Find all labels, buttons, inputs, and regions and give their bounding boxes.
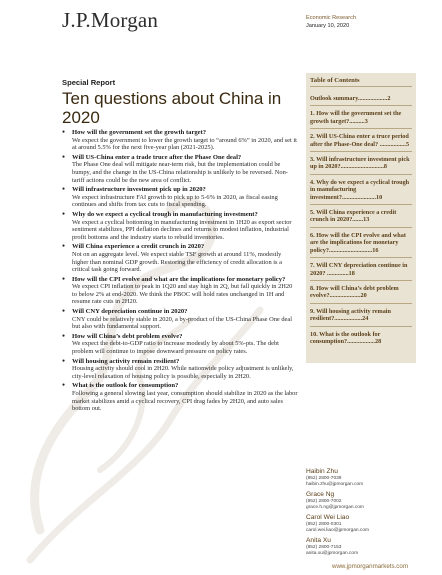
question-item: [62, 243, 298, 273]
toc-link[interactable]: 3. Will infrastructure investment pick up in 2020?............................8: [310, 156, 412, 175]
analyst-card: [306, 491, 416, 511]
question-summary: We expect a cyclical bottoming in manufacturing investment in 1H20 as export sector sentiment stabilizes, PPI deflation declines and returns to modest inflation, industrial profit bottoms and the industry starts to rebuild inventories.: [72, 218, 292, 241]
website-link[interactable]: www.jpmorganmarkets.com: [332, 563, 408, 570]
toc-link[interactable]: 5. Will China experience a credit crunch in 2020?.......13: [310, 209, 412, 228]
report-date: January 10, 2020: [306, 23, 350, 29]
analyst-phone: (852) 2800-7002: [306, 499, 342, 504]
analyst-email[interactable]: haibin.zhu@jpmorgan.com: [306, 482, 364, 487]
question-heading: ● Will US-China enter a trade truce after the Phase One deal?: [62, 154, 298, 162]
question-summary: The Phase One deal will mitigate near-term risk, but the implementation could be bumpy, and the change in the US-China relationship is unlikely to be reversed. Non-tariff actions could be the new area of conflict.: [72, 161, 288, 184]
table-of-contents: [306, 73, 416, 363]
report-type-label: Special Report: [62, 78, 116, 87]
analyst-phone: (852) 2800-0301: [306, 522, 342, 527]
jpmorgan-logo: J.P.Morgan: [62, 8, 159, 32]
analyst-card: [306, 468, 416, 488]
question-summary: We expect CPI inflation to peak in 1Q20 and stay high in 2Q, but fall quickly in 2H20 to below 2% at end-2020. We think the PBOC will hold rates unchanged in 1H and resume rate cuts in 2H20.: [72, 283, 293, 306]
analyst-contacts: [306, 468, 416, 560]
analyst-name: Anita Xu: [306, 537, 331, 544]
page-title: Ten questions about China in 2020: [62, 89, 282, 127]
analyst-name: Haibin Zhu: [306, 468, 338, 475]
question-item: [62, 308, 298, 331]
analyst-name: Grace Ng: [306, 491, 335, 498]
question-heading: ● Will infrastructure investment pick up in 2020?: [62, 186, 298, 194]
question-item: [62, 154, 298, 184]
toc-link[interactable]: 8. How will China’s debt problem evolve?....................20: [310, 285, 412, 304]
toc-link[interactable]: 7. Will CNY depreciation continue in 2020? ..............18: [310, 262, 412, 281]
question-heading: ● How will China’s debt problem evolve?: [62, 333, 298, 341]
toc-link[interactable]: 9. Will housing activity remain resilient?..................24: [310, 308, 412, 327]
question-item: [62, 333, 298, 356]
analyst-phone: (852) 2800-7153: [306, 545, 342, 550]
question-item: [62, 211, 298, 241]
question-item: [62, 358, 298, 381]
question-heading: ● Will CNY depreciation continue in 2020?: [62, 308, 298, 316]
analyst-email[interactable]: carol.wei.liao@jpmorgan.com: [306, 528, 369, 533]
question-heading: ● What is the outlook for consumption?: [62, 382, 298, 390]
question-list: [62, 129, 298, 415]
analyst-email[interactable]: anita.xu@jpmorgan.com: [306, 551, 359, 556]
analyst-name: Carol Wei Liao: [306, 514, 350, 521]
question-summary: Housing activity should cool in 2H20. While nationwide policy adjustment is unlikely, city-level relaxation of housing policy is possible, especially in 2H20.: [72, 365, 294, 380]
question-summary: We expect the government to lower the growth target to “around 6%” in 2020, and set it at around 5.5% for the next five-year plan (2021-2025).: [72, 136, 297, 152]
toc-link[interactable]: 1. How will the government set the growth target?..........3: [310, 110, 412, 129]
question-item: [62, 129, 298, 152]
question-heading: ● Will housing activity remain resilient?: [62, 358, 298, 366]
question-heading: ● How will the government set the growth target?: [62, 129, 298, 137]
question-summary: CNY could be relatively stable in 2020, a by-product of the US-China Phase One deal but also with fundamental support.: [72, 315, 293, 331]
toc-link[interactable]: 2. Will US-China enter a truce period after the Phase-One deal? .................5: [310, 133, 412, 152]
toc-link[interactable]: Outlook summary...................2: [310, 95, 412, 106]
toc-link[interactable]: 10. What is the outlook for consumption?..................28: [310, 330, 382, 345]
question-heading: ● Why do we expect a cyclical trough in manufacturing investment?: [62, 211, 298, 219]
question-summary: Not on an aggregate level. We expect stable TSF growth at around 11%, modestly higher than nominal GDP growth. Restoring the efficiency of credit allocation is a critical task going forward.: [72, 250, 282, 274]
analyst-card: [306, 537, 416, 557]
question-item: [62, 186, 298, 209]
question-heading: ● How will the CPI evolve and what are the implications for monetary policy?: [62, 276, 298, 284]
toc-link[interactable]: 6. How will the CPI evolve and what are the implications for monetary policy?............................16: [310, 232, 412, 258]
toc-link[interactable]: 4. Why do we expect a cyclical trough in manufacturing investment?......................10: [310, 179, 412, 205]
analyst-email[interactable]: grace.h.ng@jpmorgan.com: [306, 505, 364, 510]
analyst-phone: (852) 2800-7039: [306, 476, 342, 481]
question-item: [62, 276, 298, 306]
toc-title: Table of Contents: [310, 77, 412, 87]
question-summary: Following a general slowing last year, consumption should stabilize in 2020 as the labor market stabilizes amid a cyclical recovery, CPI drag fades by 2H20, and auto sales bottom out.: [72, 390, 298, 413]
analyst-card: [306, 514, 416, 534]
question-heading: ● Will China experience a credit crunch in 2020?: [62, 243, 298, 251]
question-item: [62, 382, 298, 412]
question-summary: We expect the debt-to-GDP ratio to increase modestly by about 5%-pts. The debt problem will continue to impose downward pressure on policy rates.: [72, 340, 279, 356]
question-summary: We expect infrastructure FAI growth to pick up to 5-6% in 2020, as fiscal easing continues and shifts from tax cuts to fiscal spending.: [72, 193, 278, 209]
report-meta: [306, 14, 356, 30]
division-label: Economic Research: [306, 15, 357, 21]
